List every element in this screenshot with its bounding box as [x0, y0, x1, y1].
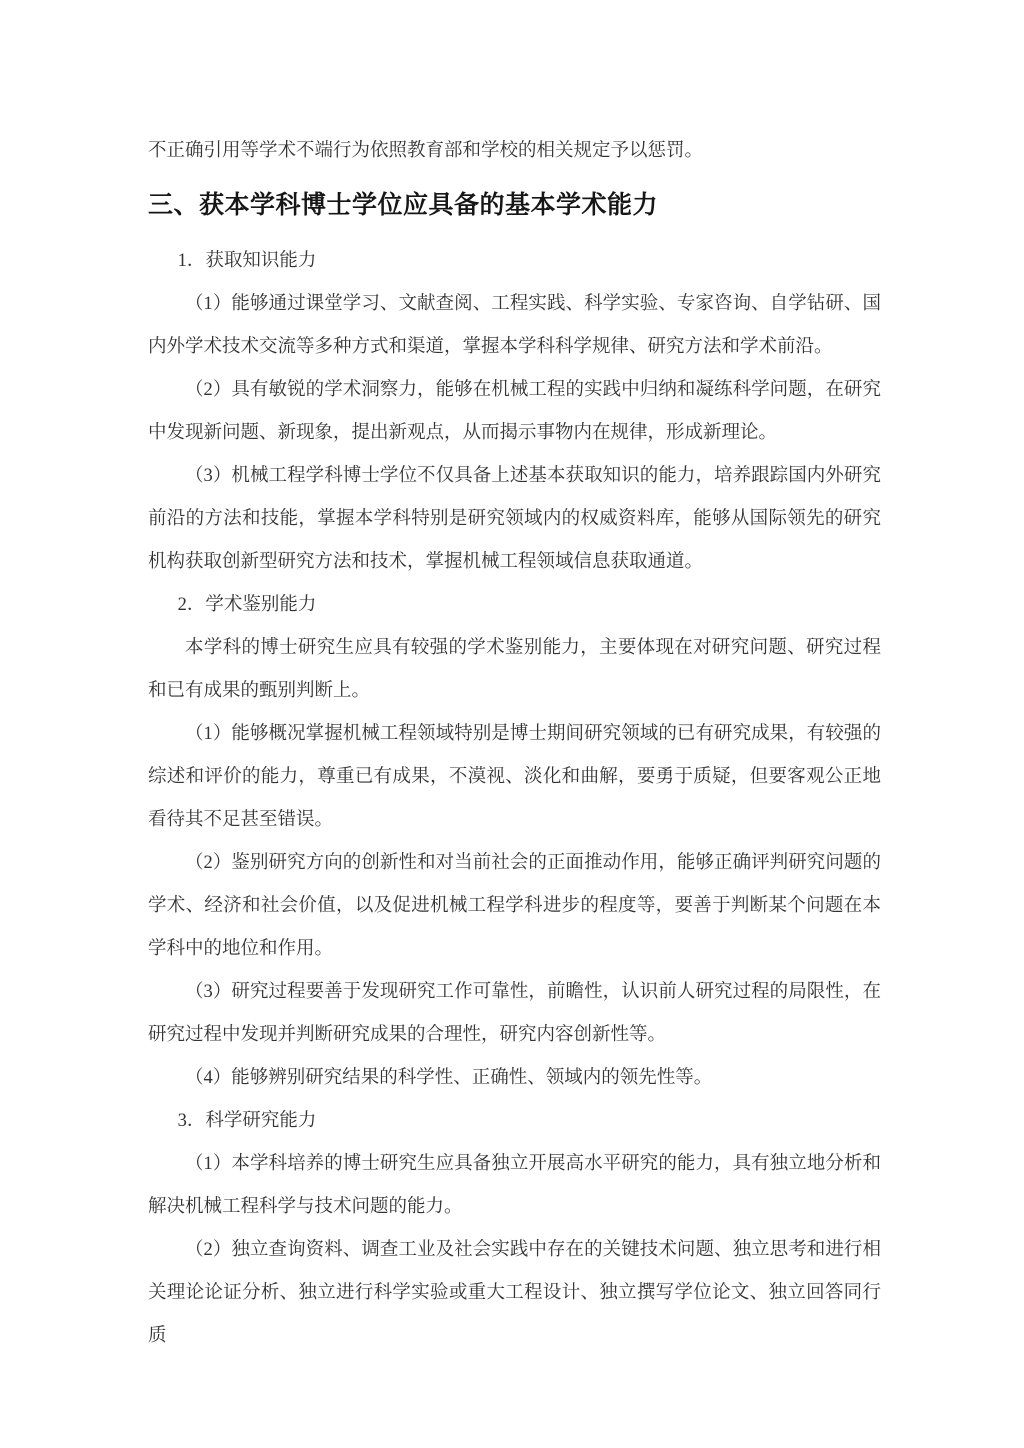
- leading-paragraph: 不正确引用等学术不端行为依照教育部和学校的相关规定予以惩罚。: [148, 141, 704, 161]
- section-title-2: 2．学术鉴别能力: [177, 595, 317, 615]
- paragraph: （3）机械工程学科博士学位不仅具备上述基本获取知识的能力，培养跟踪国内外研究前沿的方法和技能，掌握本学科特别是研究领域内的权威资料库，能够从国际领先的研究机构获取创新型研究方法和技术，掌握机械工程领域信息获取通道。: [148, 466, 881, 572]
- section-title-3: 3．科学研究能力: [177, 1111, 317, 1131]
- section-title-1: 1．获取知识能力: [177, 251, 317, 271]
- paragraph: （2）独立查询资料、调查工业及社会实践中存在的关键技术问题、独立思考和进行相关理论论证分析、独立进行科学实验或重大工程设计、独立撰写学位论文、独立回答同行质: [148, 1240, 881, 1346]
- paragraph: 本学科的博士研究生应具有较强的学术鉴别能力，主要体现在对研究问题、研究过程和已有成果的甄别判断上。: [148, 638, 881, 701]
- paragraph: （3）研究过程要善于发现研究工作可靠性，前瞻性，认识前人研究过程的局限性，在研究过程中发现并判断研究成果的合理性，研究内容创新性等。: [148, 982, 881, 1045]
- section-heading: 三、获本学科博士学位应具备的基本学术能力: [148, 191, 659, 219]
- paragraph: （1）能够概况掌握机械工程领域特别是博士期间研究领域的已有研究成果，有较强的综述和评价的能力，尊重已有成果，不漠视、淡化和曲解，要勇于质疑，但要客观公正地看待其不足甚至错误。: [148, 724, 881, 830]
- paragraph: （2）具有敏锐的学术洞察力，能够在机械工程的实践中归纳和凝练科学问题，在研究中发现新问题、新现象，提出新观点，从而揭示事物内在规律，形成新理论。: [148, 380, 881, 443]
- paragraph: （2）鉴别研究方向的创新性和对当前社会的正面推动作用，能够正确评判研究问题的学术、经济和社会价值，以及促进机械工程学科进步的程度等，要善于判断某个问题在本学科中的地位和作用。: [148, 853, 881, 959]
- paragraph: （4）能够辨别研究结果的科学性、正确性、领域内的领先性等。: [185, 1068, 713, 1088]
- paragraph: （1）能够通过课堂学习、文献查阅、工程实践、科学实验、专家咨询、自学钻研、国内外学术技术交流等多种方式和渠道，掌握本学科科学规律、研究方法和学术前沿。: [148, 294, 881, 357]
- paragraph: （1）本学科培养的博士研究生应具备独立开展高水平研究的能力，具有独立地分析和解决机械工程科学与技术问题的能力。: [148, 1154, 881, 1217]
